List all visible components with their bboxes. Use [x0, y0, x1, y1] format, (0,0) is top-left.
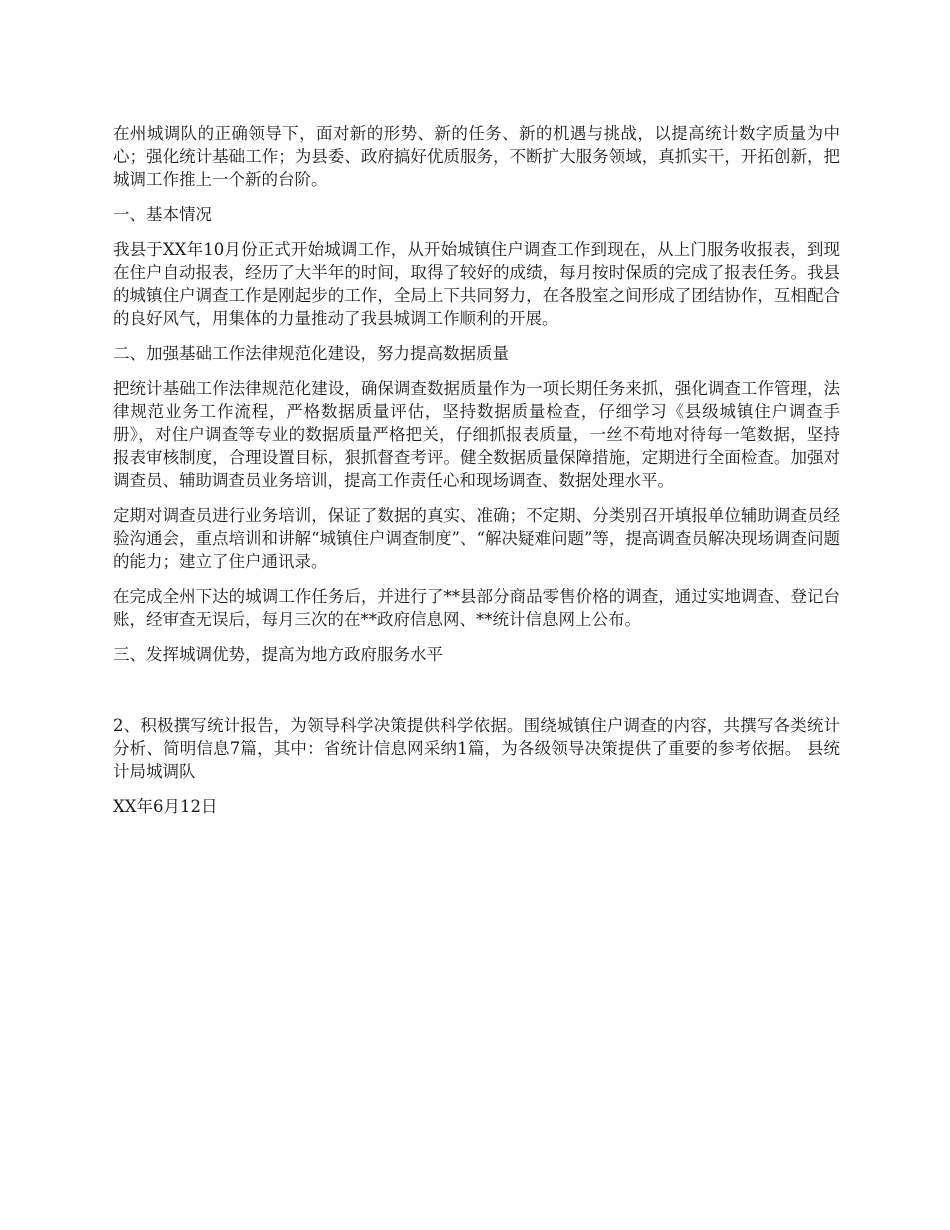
section-1-paragraph: 我县于XX年10月份正式开始城调工作，从开始城镇住户调查工作到现在，从上门服务收报表，到现在住户自动报表，经历了大半年的时间，取得了较好的成绩，每月按时保质的完成了报表任务。我县的城镇住户调查工作是刚起步的工作，全局上下共同努力，在各股室之间形成了团结协作，互相配合的良好风气，用集体的力量推动了我县城调工作顺利的开展。	[113, 240, 840, 328]
section-2-paragraph-3: 在完成全州下达的城调工作任务后，并进行了**县部分商品零售价格的调查，通过实地调查、登记台账，经审查无误后，每月三次的在**政府信息网、**统计信息网上公布。	[113, 587, 840, 629]
section-1-heading: 一、基本情况	[113, 205, 212, 224]
section-3-paragraph: 2、积极撰写统计报告，为领导科学决策提供科学依据。围绕城镇住户调查的内容，共撰写各类统计分析、简明信息7篇，其中：省统计信息网采纳1篇，为各级领导决策提供了重要的参考依据。 县统计局城调队	[113, 716, 840, 781]
document-body	[113, 122, 840, 830]
section-2-paragraph-2: 定期对调查员进行业务培训，保证了数据的真实、准确；不定期、分类别召开填报单位辅助调查员经验沟通会，重点培训和讲解“城镇住户调查制度”、“解决疑难问题”等，提高调查员解决现场调查问题的能力；建立了住户通讯录。	[113, 506, 840, 571]
document-date: XX年6月12日	[113, 797, 218, 816]
blank-spacer	[113, 678, 840, 714]
section-3-heading: 三、发挥城调优势，提高为地方政府服务水平	[113, 645, 443, 664]
section-2-heading: 二、加强基础工作法律规范化建设，努力提高数据质量	[113, 344, 509, 363]
intro-paragraph: 在州城调队的正确领导下，面对新的形势、新的任务、新的机遇与挑战，以提高统计数字质量为中心；强化统计基础工作；为县委、政府搞好优质服务，不断扩大服务领域，真抓实干，开拓创新，把城调工作推上一个新的台阶。	[113, 124, 840, 189]
section-2-paragraph-1: 把统计基础工作法律规范化建设，确保调查数据质量作为一项长期任务来抓，强化调查工作管理，法律规范业务工作流程，严格数据质量评估，坚持数据质量检查，仔细学习《县级城镇住户调查手册》，对住户调查等专业的数据质量严格把关，仔细抓报表质量，一丝不苟地对待每一笔数据，坚持报表审核制度，合理设置目标，狠抓督查考评。健全数据质量保障措施，定期进行全面检查。加强对调查员、辅助调查员业务培训，提高工作责任心和现场调查、数据处理水平。	[113, 379, 840, 490]
